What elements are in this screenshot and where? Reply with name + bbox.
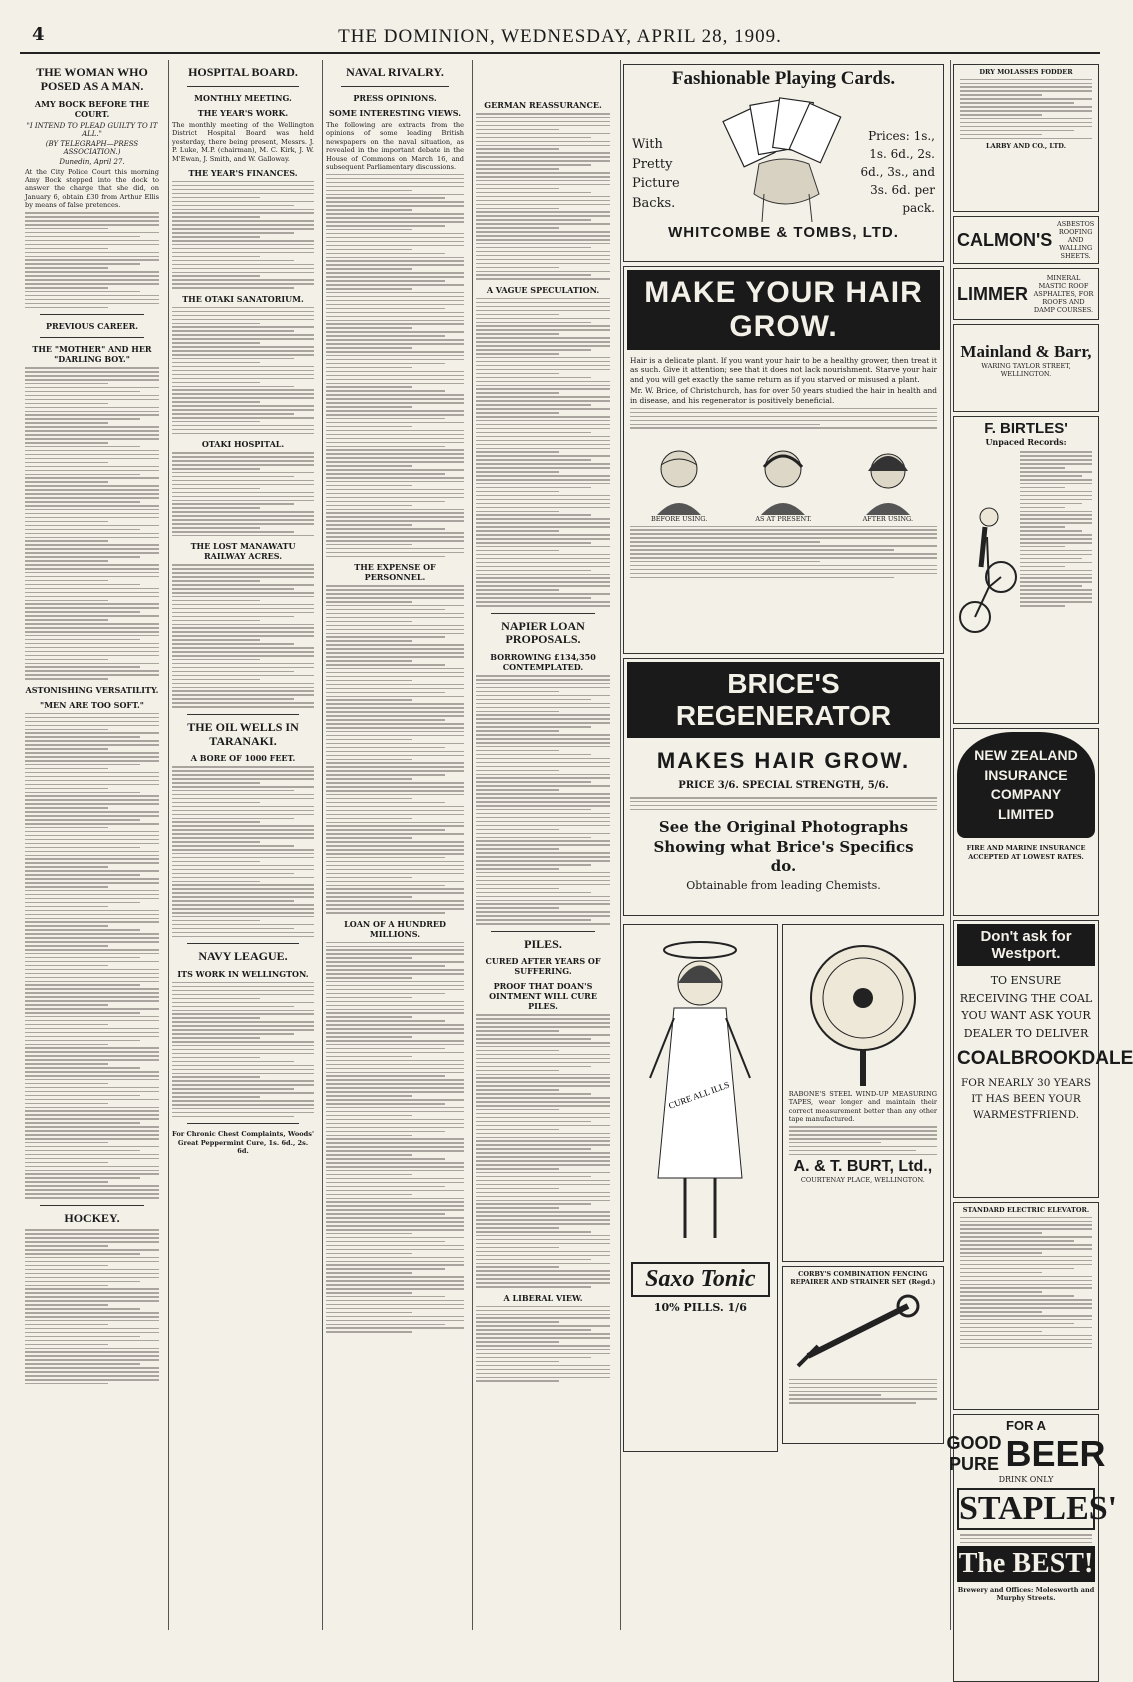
calmons-name: CALMON'S xyxy=(957,229,1053,250)
brices-regenerator-ad xyxy=(623,658,944,916)
make-hair-grow-ad xyxy=(623,266,944,654)
rabone-tape-ad xyxy=(782,924,944,1262)
larby-name: LARBY AND CO., LTD. xyxy=(986,141,1066,150)
subhead-monthly-meeting: MONTHLY MEETING. xyxy=(194,92,292,103)
subhead-years-finances: THE YEAR'S FINANCES. xyxy=(188,167,298,178)
pure-word: PURE xyxy=(948,1454,999,1474)
subhead-cured: CURED AFTER YEARS OF SUFFERING. xyxy=(485,956,601,977)
headline-navy-league: NAVY LEAGUE. xyxy=(198,949,288,964)
molasses-text xyxy=(960,79,1092,140)
dateline: Dunedin, April 27. xyxy=(59,157,125,166)
subhead-manawatu-railway: THE LOST MANAWATU RAILWAY ACRES. xyxy=(190,541,296,562)
headline-oil-wells: THE OIL WELLS IN TARANAKI. xyxy=(187,719,299,748)
subhead-previous-career: PREVIOUS CAREER. xyxy=(45,321,139,332)
before-portrait xyxy=(639,435,719,523)
masthead xyxy=(20,20,1100,54)
subhead-doans-proof: PROOF THAT DOAN'S OINTMENT WILL CURE PILES. xyxy=(489,981,597,1012)
article-paragraph: The monthly meeting of the Wellington District Hospital Board was held yesterday, there being present, Messrs. J. P. Luke, M.P. (chairman), M. C. Kirk, J. W. M'Ewan, J. Smith, and W. Galloway. xyxy=(172,120,314,163)
subhead-interesting-views: SOME INTERESTING VIEWS. xyxy=(328,107,462,118)
column-4 xyxy=(472,60,613,1630)
staples-text xyxy=(960,1534,1092,1543)
mainland-barr-ad xyxy=(953,324,1099,412)
byline: (BY TELEGRAPH—PRESS ASSOCIATION.) xyxy=(45,139,139,156)
article-text xyxy=(476,1014,610,1287)
standard-elevator-ad xyxy=(953,1202,1099,1410)
subhead-vague-speculation: A VAGUE SPECULATION. xyxy=(486,284,600,295)
cards-prices: Prices: 1s., 1s. 6d., 2s. 6d., 3s., and 3s. 6d. per pack. xyxy=(860,129,935,215)
subhead-amy-bock: AMY BOCK BEFORE THE COURT. xyxy=(34,98,150,119)
article-paragraph: At the City Police Court this morning Amy Bock stepped into the dock to answer the charge that she did, on January 6, obtain £30 from Arthur Ellis by means of false pretences. xyxy=(25,167,159,210)
headline-hockey: HOCKEY. xyxy=(64,1210,120,1225)
burt-name: A. & T. BURT, Ltd., xyxy=(793,1157,933,1175)
leading-chemists: Obtainable from leading Chemists. xyxy=(686,878,881,892)
headline-naval-rivalry: NAVAL RIVALRY. xyxy=(346,65,444,79)
subhead-hundred-millions: LOAN OF A HUNDRED MILLIONS. xyxy=(344,918,446,939)
staples-name: STAPLES' xyxy=(957,1488,1095,1530)
subhead-mother-darling-boy: THE "MOTHER" AND HER "DARLING BOY." xyxy=(32,344,152,365)
hair-ad-text xyxy=(630,408,937,429)
column-6-ads xyxy=(946,60,1133,1630)
nz-insurance-ad xyxy=(953,728,1099,916)
mainland-address: WARING TAYLOR STREET, WELLINGTON. xyxy=(981,362,1071,379)
saxo-tonic-ad xyxy=(623,924,778,1452)
insurance-logo xyxy=(957,732,1095,838)
headline-hospital-board: HOSPITAL BOARD. xyxy=(188,65,298,79)
hair-ad-text-2 xyxy=(630,526,937,579)
westport-line: Don't ask for Westport. xyxy=(957,924,1095,966)
calmons-ad xyxy=(953,216,1099,264)
hair-title: MAKE YOUR HAIR GROW. xyxy=(627,270,940,350)
hair-paragraph-2: Mr. W. Brice, of Christchurch, has for over 50 years studied the hair in health and in disease, and his regenerator is positively beneficial. xyxy=(630,386,937,405)
coalbrookdale-ad xyxy=(953,920,1133,1198)
molasses-fodder-ad xyxy=(953,64,1099,212)
peppermint-cure-ad: For Chronic Chest Complaints, Woods' Great Peppermint Cure, 1s. 6d., 2s. 6d. xyxy=(172,1130,314,1156)
article-text xyxy=(172,181,314,289)
the-best: The BEST! xyxy=(957,1546,1095,1582)
article-text xyxy=(25,367,159,680)
brice-price: PRICE 3/6. SPECIAL STRENGTH, 5/6. xyxy=(678,780,889,791)
subhead-german-reassurance: GERMAN REASSURANCE. xyxy=(484,100,602,110)
staples-beer-ad xyxy=(946,1414,1118,1682)
column-2 xyxy=(168,60,317,1630)
fence-ad-text xyxy=(789,1379,937,1404)
page-number: 4 xyxy=(32,24,45,45)
elevator-text xyxy=(960,1217,1092,1348)
calmons-sub: ASBESTOS ROOFING AND WALLING SHEETS. xyxy=(1057,219,1095,261)
subhead-liberal-view: A LIBERAL VIEW. xyxy=(503,1292,583,1303)
article-text xyxy=(476,298,610,607)
article-text xyxy=(172,307,314,435)
article-text xyxy=(326,585,464,913)
newspaper-title: THE DOMINION, WEDNESDAY, APRIL 28, 1909. xyxy=(338,26,782,47)
article-text xyxy=(172,982,314,1117)
beer-word: BEER xyxy=(1005,1433,1106,1474)
article-text xyxy=(172,766,314,937)
subhead-borrowing: BORROWING £134,350 CONTEMPLATED. xyxy=(490,652,596,673)
subhead-otaki-sanatorium: THE OTAKI SANATORIUM. xyxy=(182,293,304,304)
hair-paragraph-1: Hair is a delicate plant. If you want your hair to be a healthy grower, then treat it as such. Give it attention; see that it does not lack nourishment. Starve your hair and you will get exactly the same return as if you starved or misused a plant. xyxy=(630,356,937,384)
cyclist-illustration xyxy=(957,447,1017,647)
drink-only: DRINK ONLY xyxy=(998,1475,1054,1484)
subhead-men-too-soft: "MEN ARE TOO SOFT." xyxy=(40,699,144,710)
original-photographs: See the Original Photographs Showing what Brice's Specifics do. xyxy=(653,818,914,876)
limmer-ad xyxy=(953,268,1099,320)
coalbrookdale-name: COALBROOKDALE xyxy=(957,1048,1133,1070)
article-text xyxy=(172,452,314,536)
girl-illustration xyxy=(630,928,770,1258)
article-text xyxy=(172,564,314,707)
subhead-press-opinions: PRESS OPINIONS. xyxy=(353,92,437,103)
fence-title: CORBY'S COMBINATION FENCING REPAIRER AND STRAINER SET (Regd.) xyxy=(790,1270,936,1287)
burt-address: COURTENAY PLACE, WELLINGTON. xyxy=(800,1175,925,1184)
fencing-repairer-ad xyxy=(782,1266,944,1444)
good-word: GOOD xyxy=(946,1433,1002,1453)
column-3 xyxy=(322,60,467,1630)
article-text xyxy=(326,942,464,1333)
cards-brand: WHITCOMBE & TOMBS, LTD. xyxy=(668,224,899,241)
elevator-title: STANDARD ELECTRIC ELEVATOR. xyxy=(962,1206,1090,1214)
limmer-sub: MINERAL MASTIC ROOF ASPHALTES, FOR ROOFS AND DAMP COURSES. xyxy=(1033,273,1094,315)
measuring-tape-illustration xyxy=(793,928,933,1088)
present-portrait xyxy=(743,435,823,523)
playing-cards-illustration xyxy=(714,94,854,224)
article-text xyxy=(326,174,464,557)
birtles-cycle-ad xyxy=(953,416,1099,724)
mainland-name: Mainland & Barr, xyxy=(960,342,1092,361)
subhead-years-work: THE YEAR'S WORK. xyxy=(197,107,289,118)
nearly-30-years: FOR NEARLY 30 YEARS IT HAS BEEN YOUR WARMESTFRIEND. xyxy=(960,1077,1092,1121)
brewery-address: Brewery and Offices: Molesworth and Murphy Streets. xyxy=(957,1585,1095,1602)
cards-left-text: With Pretty Picture Backs. xyxy=(632,137,680,211)
subhead-otaki-hospital: OTAKI HOSPITAL. xyxy=(201,439,285,450)
headline-napier-loan: NAPIER LOAN PROPOSALS. xyxy=(501,618,585,647)
tape-column xyxy=(780,920,946,1456)
article-text xyxy=(25,713,159,1199)
cards-title: Fashionable Playing Cards. xyxy=(671,68,896,89)
rabone-ad-text xyxy=(789,1126,937,1155)
birtles-name: F. BIRTLES' xyxy=(984,420,1068,437)
brice-ad-text xyxy=(630,797,937,810)
svg-text:CURE ALL ILLS: CURE ALL ILLS xyxy=(667,1079,732,1111)
after-caption: AFTER USING. xyxy=(862,514,914,523)
before-caption: BEFORE USING. xyxy=(651,514,708,523)
brice-title: BRICE'S REGENERATOR xyxy=(627,662,940,738)
insurance-sub: FIRE AND MARINE INSURANCE ACCEPTED AT LOWEST RATES. xyxy=(966,844,1086,861)
headline-piles: PILES. xyxy=(524,936,562,951)
column-5-ads xyxy=(620,60,946,1630)
molasses-title: DRY MOLASSES FODDER xyxy=(979,68,1073,76)
article-text xyxy=(25,1229,159,1384)
article-text xyxy=(476,1306,610,1382)
fence-tool-illustration xyxy=(788,1286,938,1376)
for-a: FOR A xyxy=(1006,1418,1046,1433)
saxo-price: 10% PILLS. 1/6 xyxy=(653,1301,747,1314)
headline-woman-posed: THE WOMAN WHO POSED AS A MAN. xyxy=(36,65,148,93)
brice-subtitle: MAKES HAIR GROW. xyxy=(656,748,911,773)
limmer-name: LIMMER xyxy=(957,283,1028,304)
subhead-bore-1000-feet: A BORE OF 1000 FEET. xyxy=(190,753,296,764)
after-portrait xyxy=(848,435,928,523)
column-1 xyxy=(22,60,162,1630)
birtles-records xyxy=(1020,449,1092,645)
insurance-name: NEW ZEALAND INSURANCE COMPANY LIMITED xyxy=(974,747,1078,822)
article-text xyxy=(476,113,610,280)
subhead-expense-personnel: THE EXPENSE OF PERSONNEL. xyxy=(354,562,436,583)
playing-cards-ad xyxy=(623,64,944,262)
present-caption: AS AT PRESENT. xyxy=(755,514,812,523)
article-text xyxy=(25,212,159,308)
quote-plead-guilty: "I INTEND TO PLEAD GUILTY TO IT ALL." xyxy=(26,121,158,138)
subhead-astonishing-versatility: ASTONISHING VERSATILITY. xyxy=(25,684,159,695)
birtles-sub: Unpaced Records: xyxy=(985,437,1067,447)
bottom-ads-row xyxy=(621,920,946,1456)
article-text xyxy=(476,675,610,925)
article-paragraph: The following are extracts from the opinions of some leading British newspapers on the naval situation, as revealed in the important debate in the House of Commons on March 16, and subsequent Parliamentary discussions. xyxy=(326,120,464,171)
saxo-logo: Saxo Tonic xyxy=(631,1262,770,1297)
ensure-text: TO ENSURE RECEIVING THE COAL YOU WANT ASK YOUR DEALER TO DELIVER xyxy=(959,974,1093,1040)
rabone-text: RABONE'S STEEL WIND-UP MEASURING TAPES, wear longer and maintain their correct measurement better than any other tape manufactured. xyxy=(788,1090,937,1124)
subhead-work-wellington: ITS WORK IN WELLINGTON. xyxy=(177,968,309,979)
